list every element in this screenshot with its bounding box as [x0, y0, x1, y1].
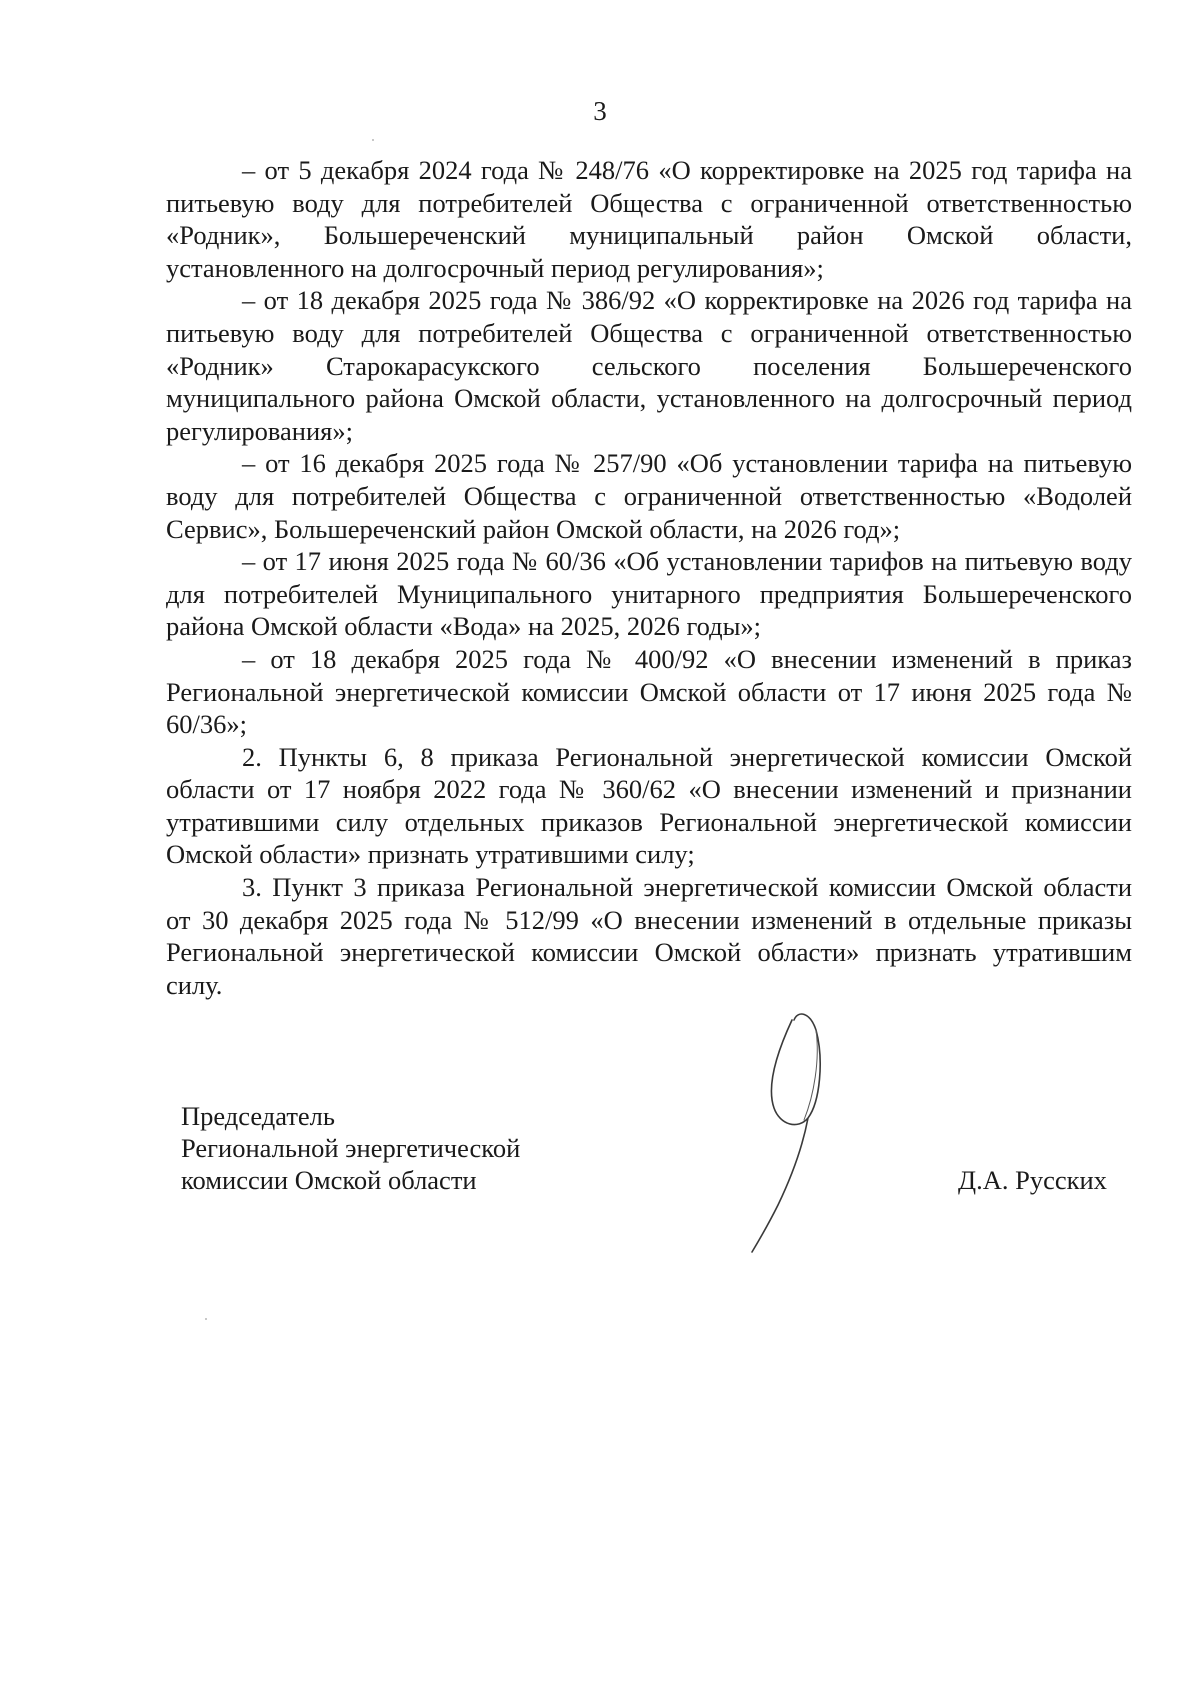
paragraph-point-2: 2. Пункты 6, 8 приказа Региональной энергетической комиссии Омской области от 17 ноября 2022 года № 360/62 «О внесении изменений и признании утратившими силу отдельных приказов Региональной энергетической комиссии Омской области» признать утратившими силу;	[166, 741, 1132, 870]
paragraph-point-3: 3. Пункт 3 приказа Региональной энергетической комиссии Омской области от 30 декабря 2025 года № 512/99 «О внесении изменений в отдельные приказы Региональной энергетической комиссии Омской области» признать утратившим силу.	[166, 872, 1132, 1000]
handwritten-signature	[738, 990, 878, 1260]
signatory-title	[181, 1100, 520, 1196]
scan-speck	[205, 1318, 207, 1320]
signatory-title-line: Председатель	[181, 1101, 335, 1131]
page-number: 3	[593, 96, 607, 126]
list-item-order-257-90: – от 16 декабря 2025 года № 257/90 «Об установлении тарифа на питьевую воду для потребителей Общества с ограниченной ответственностью «Водолей Сервис», Большереченский район Омской области, на 2026 год»;	[166, 448, 1132, 544]
list-item-order-60-36: – от 17 июня 2025 года № 60/36 «Об установлении тарифов на питьевую воду для потребителей Муниципального унитарного предприятия Большереченского района Омской области «Вода» на 2025, 2026 годы»;	[166, 546, 1132, 642]
document-body	[166, 154, 1132, 1001]
scan-speck	[372, 139, 374, 141]
signatory-name: Д.А. Русских	[958, 1165, 1107, 1195]
signatory-title-line: Региональной энергетической	[181, 1133, 521, 1163]
list-item-order-386-92: – от 18 декабря 2025 года № 386/92 «О корректировке на 2026 год тарифа на питьевую воду для потребителей Общества с ограниченной ответственностью «Родник» Старокарасукского сельского поселения Большереченского муниципального района Омской области, установленного на долгосрочный период регулирования»;	[166, 285, 1132, 446]
list-item-order-400-92: – от 18 декабря 2025 года № 400/92 «О внесении изменений в приказ Региональной энергетической комиссии Омской области от 17 июня 2025 года № 60/36»;	[166, 643, 1132, 740]
list-item-order-248-76: – от 5 декабря 2024 года № 248/76 «О корректировке на 2025 год тарифа на питьевую воду для потребителей Общества с ограниченной ответственностью «Родник», Большереченский муниципальный район Омской области, установленного на долгосрочный период регулирования»;	[166, 155, 1132, 283]
signatory-title-line: комиссии Омской области	[181, 1165, 477, 1195]
